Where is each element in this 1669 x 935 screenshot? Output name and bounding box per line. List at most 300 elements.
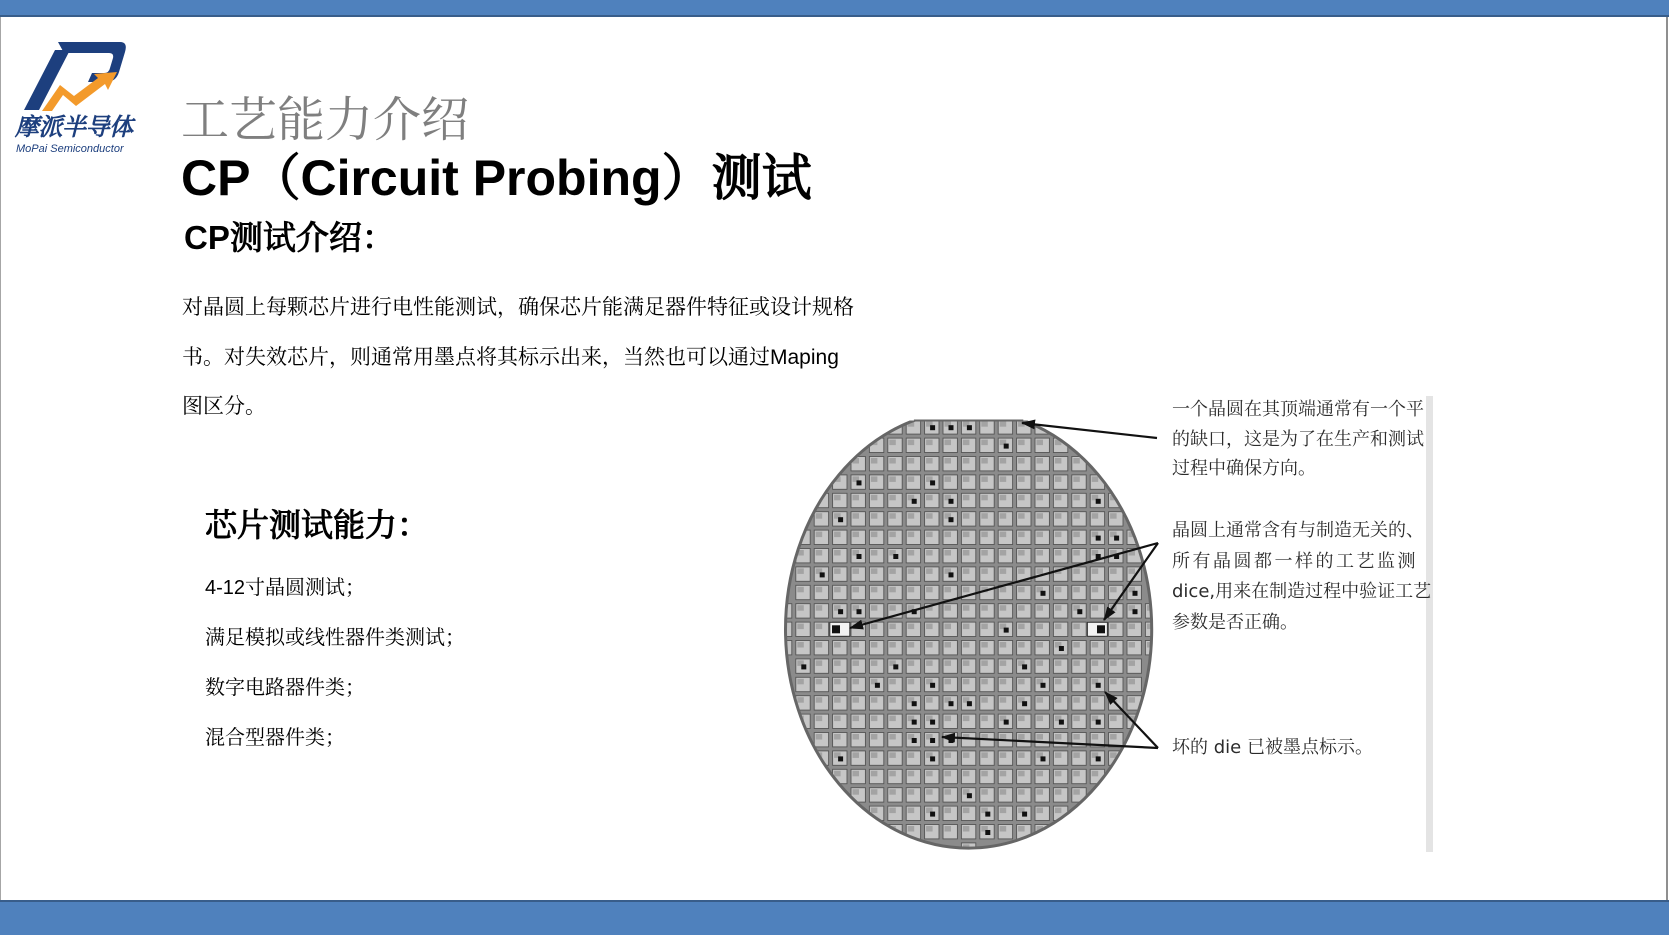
die-pattern (908, 752, 915, 758)
die-pattern (1000, 532, 1007, 538)
intro-line: 图区分。 (182, 395, 266, 418)
die-pattern (1037, 476, 1044, 482)
die-pattern (1055, 550, 1062, 556)
die-pattern (1018, 495, 1025, 501)
ink-dot (838, 517, 843, 522)
annotation-flat (1172, 395, 1424, 484)
ink-dot (912, 738, 917, 743)
ink-dot (1096, 499, 1101, 504)
die-pattern (834, 642, 841, 648)
ink-dot (838, 756, 843, 761)
die-pattern (853, 568, 860, 574)
die-pattern (945, 716, 952, 722)
ink-dot (1041, 683, 1046, 688)
die-pattern (1092, 734, 1099, 740)
die-pattern (1055, 771, 1062, 777)
die-pattern (981, 550, 988, 556)
die-pattern (1000, 660, 1007, 666)
die-pattern (853, 716, 860, 722)
die-pattern (908, 660, 915, 666)
ink-dot (949, 425, 954, 430)
capability-item: 数字电路器件类； (205, 677, 365, 699)
die-pattern (816, 550, 823, 556)
ink-dot (930, 738, 935, 743)
die-pattern (1018, 587, 1025, 593)
die-pattern (963, 513, 970, 519)
die-pattern (871, 660, 878, 666)
process-monitor-die-left (830, 622, 850, 636)
die-pattern (1110, 587, 1117, 593)
die-pattern (853, 495, 860, 501)
ink-dot (949, 517, 954, 522)
die-pattern (871, 568, 878, 574)
die-pattern (1000, 476, 1007, 482)
die-pattern (889, 532, 896, 538)
die-pattern (871, 752, 878, 758)
die-pattern (1055, 808, 1062, 814)
die-pattern (981, 752, 988, 758)
die-pattern (963, 679, 970, 685)
die-pattern (1055, 697, 1062, 703)
die-pattern (908, 789, 915, 795)
die-pattern (945, 642, 952, 648)
die-pattern (1037, 513, 1044, 519)
ink-dot (967, 425, 972, 430)
ink-dot (949, 572, 954, 577)
ink-dot (912, 701, 917, 706)
annotation-line: 晶圆上通常含有与制造无关的、 (1172, 520, 1424, 541)
die-pattern (1129, 624, 1136, 630)
capability-item: 满足模拟或线性器件类测试； (205, 627, 465, 649)
die-pattern (1073, 716, 1080, 722)
die-pattern (926, 513, 933, 519)
die-pattern (1073, 495, 1080, 501)
ink-dot (801, 664, 806, 669)
die-pattern (1018, 624, 1025, 630)
die-pattern (945, 624, 952, 630)
die-pattern (981, 476, 988, 482)
die-pattern (1073, 697, 1080, 703)
ink-dot (967, 793, 972, 798)
die-pattern (908, 679, 915, 685)
die-pattern (926, 624, 933, 630)
die-pattern (871, 771, 878, 777)
die-pattern (908, 440, 915, 446)
die-pattern (889, 752, 896, 758)
die-pattern (1073, 642, 1080, 648)
die-pattern (908, 624, 915, 630)
ink-dot (838, 609, 843, 614)
ink-dot (930, 480, 935, 485)
die-pattern (963, 605, 970, 611)
die-pattern (908, 513, 915, 519)
die-pattern (1000, 568, 1007, 574)
die-pattern (908, 826, 915, 832)
die-pattern (816, 679, 823, 685)
die-pattern (908, 642, 915, 648)
annotation-line: dice,用来在制造过程中验证工艺 (1172, 581, 1432, 602)
ink-dot (930, 812, 935, 817)
die-pattern (908, 476, 915, 482)
intro-line: 对晶圆上每颗芯片进行电性能测试，确保芯片能满足器件特征或设计规格 (182, 296, 854, 319)
die-pattern (889, 642, 896, 648)
die-pattern (797, 642, 804, 648)
die-pattern (816, 697, 823, 703)
annotation-line: 一个晶圆在其顶端通常有一个平 (1172, 399, 1424, 420)
ink-dot (1077, 609, 1082, 614)
die-pattern (1073, 513, 1080, 519)
ink-dot (985, 812, 990, 817)
ink-dot (893, 664, 898, 669)
die-pattern (1000, 421, 1007, 427)
die-pattern (926, 697, 933, 703)
die-pattern (834, 587, 841, 593)
bottom-accent-bar (0, 900, 1669, 935)
die-pattern (853, 642, 860, 648)
die-pattern (1000, 605, 1007, 611)
die-pattern (871, 789, 878, 795)
ink-dot (930, 425, 935, 430)
die-pattern (889, 789, 896, 795)
die-pattern (1000, 808, 1007, 814)
die-pattern (1073, 587, 1080, 593)
die-pattern (1055, 679, 1062, 685)
ink-dot (1133, 591, 1138, 596)
die-pattern (1037, 771, 1044, 777)
die-pattern (908, 458, 915, 464)
die-pattern (1055, 587, 1062, 593)
die-pattern (1037, 697, 1044, 703)
die-pattern (816, 605, 823, 611)
die-pattern (926, 660, 933, 666)
ink-dot (1041, 591, 1046, 596)
die-pattern (981, 716, 988, 722)
ink-dot (1022, 701, 1027, 706)
intro-heading: CP测试介绍： (184, 219, 395, 256)
ink-dot (1096, 536, 1101, 541)
die-pattern (1037, 440, 1044, 446)
die-pattern (1055, 513, 1062, 519)
die-pattern (1018, 734, 1025, 740)
ink-dot (1004, 628, 1009, 633)
ink-dot (967, 701, 972, 706)
die-pattern (981, 568, 988, 574)
die-pattern (963, 568, 970, 574)
die-pattern (871, 495, 878, 501)
die-pattern (797, 587, 804, 593)
logo-p-bowl (58, 42, 126, 82)
die-pattern (871, 587, 878, 593)
die-pattern (1055, 789, 1062, 795)
die-pattern (1073, 679, 1080, 685)
die-pattern (1073, 458, 1080, 464)
die-pattern (871, 458, 878, 464)
die-pattern (797, 624, 804, 630)
die-pattern (1037, 716, 1044, 722)
die-pattern (1018, 789, 1025, 795)
die-pattern (981, 421, 988, 427)
ink-dot (875, 683, 880, 688)
mopai-logo-icon (22, 42, 128, 112)
die-pattern (1018, 826, 1025, 832)
capability-heading: 芯片测试能力： (205, 506, 430, 544)
die-pattern (1073, 789, 1080, 795)
die-pattern (1000, 752, 1007, 758)
die-pattern (816, 660, 823, 666)
ink-dot (930, 683, 935, 688)
die-pattern (981, 771, 988, 777)
die-pattern (926, 789, 933, 795)
die-pattern (1073, 476, 1080, 482)
ink-dot (912, 720, 917, 725)
die-pattern (1055, 476, 1062, 482)
die-pattern (853, 771, 860, 777)
ink-dot (857, 480, 862, 485)
die-pattern (963, 403, 970, 409)
die-pattern (1055, 624, 1062, 630)
die-pattern (1110, 679, 1117, 685)
die-pattern (889, 771, 896, 777)
die-pattern (1092, 605, 1099, 611)
die-pattern (889, 587, 896, 593)
die-pattern (834, 550, 841, 556)
die-pattern (1055, 495, 1062, 501)
die-pattern (1000, 587, 1007, 593)
die-pattern (834, 495, 841, 501)
die-pattern (853, 660, 860, 666)
ink-dot (1041, 756, 1046, 761)
die-pattern (1037, 458, 1044, 464)
ink-dot (1022, 812, 1027, 817)
die-pattern (963, 808, 970, 814)
die-pattern (1018, 458, 1025, 464)
annotation-line: 的缺口，这是为了在生产和测试 (1172, 428, 1424, 450)
die-pattern (945, 458, 952, 464)
die-pattern (871, 605, 878, 611)
die-pattern (889, 808, 896, 814)
die-pattern (1092, 513, 1099, 519)
die-pattern (1037, 789, 1044, 795)
die-pattern (871, 697, 878, 703)
die-pattern (816, 624, 823, 630)
annotation-line: 所有晶圆都一样的工艺监测 (1172, 550, 1418, 572)
die-pattern (926, 826, 933, 832)
die-pattern (1110, 660, 1117, 666)
ink-dot (930, 720, 935, 725)
ink-dot (820, 572, 825, 577)
die-pattern (1073, 550, 1080, 556)
die-pattern (871, 716, 878, 722)
die-pattern (889, 495, 896, 501)
die-pattern (981, 458, 988, 464)
die-pattern (1000, 697, 1007, 703)
die-pattern (963, 550, 970, 556)
die-pattern (834, 568, 841, 574)
die-pattern (853, 752, 860, 758)
capability-item: 4-12寸晶圆测试； (205, 577, 366, 599)
die-pattern (871, 532, 878, 538)
die-pattern (1000, 550, 1007, 556)
die-pattern (945, 587, 952, 593)
die-pattern (1092, 587, 1099, 593)
die-pattern (926, 495, 933, 501)
die-pattern (945, 440, 952, 446)
ink-dot (949, 738, 954, 743)
die-pattern (1055, 532, 1062, 538)
die-pattern (1000, 679, 1007, 685)
die-pattern (1055, 734, 1062, 740)
die-pattern (908, 587, 915, 593)
die-pattern (945, 826, 952, 832)
die-pattern (963, 476, 970, 482)
ink-dot (857, 609, 862, 614)
die-pattern (871, 808, 878, 814)
die-pattern (1037, 808, 1044, 814)
top-accent-bar (0, 0, 1669, 17)
die-pattern (1037, 642, 1044, 648)
die-pattern (963, 771, 970, 777)
die-pattern (1055, 660, 1062, 666)
die-pattern (1110, 734, 1117, 740)
die-pattern (853, 697, 860, 703)
die-pattern (945, 679, 952, 685)
die-pattern (1110, 568, 1117, 574)
die-pattern (1037, 532, 1044, 538)
die-pattern (853, 789, 860, 795)
die-pattern (853, 513, 860, 519)
ink-dot (967, 407, 972, 412)
die-pattern (926, 440, 933, 446)
die-pattern (1000, 458, 1007, 464)
intro-paragraph (182, 283, 854, 432)
die-pattern (889, 605, 896, 611)
die-pattern (908, 532, 915, 538)
die-pattern (981, 660, 988, 666)
die-pattern (945, 789, 952, 795)
die-pattern (963, 458, 970, 464)
die-pattern (981, 697, 988, 703)
annotation-line: 坏的 die 已被墨点标示。 (1172, 737, 1373, 758)
die-pattern (834, 771, 841, 777)
die-pattern (1037, 660, 1044, 666)
die-pattern (1092, 642, 1099, 648)
page-subtitle: CP（Circuit Probing）测试 (181, 150, 812, 206)
die-pattern (926, 568, 933, 574)
die-pattern (926, 532, 933, 538)
die-pattern (1092, 660, 1099, 666)
die-pattern (926, 587, 933, 593)
ink-dot (1114, 536, 1119, 541)
die-pattern (834, 660, 841, 666)
page-title: 工艺能力介绍 (181, 92, 470, 148)
die-pattern (797, 605, 804, 611)
die-pattern (1037, 734, 1044, 740)
die-pattern (1018, 476, 1025, 482)
die-pattern (853, 532, 860, 538)
die-pattern (926, 458, 933, 464)
die-pattern (981, 513, 988, 519)
die-pattern (889, 421, 896, 427)
die-pattern (1110, 716, 1117, 722)
die-pattern (1018, 440, 1025, 446)
die-pattern (1000, 826, 1007, 832)
monitor-die-mark (1097, 625, 1105, 633)
die-pattern (981, 789, 988, 795)
die-pattern (945, 605, 952, 611)
die-pattern (1018, 605, 1025, 611)
ink-dot (1059, 646, 1064, 651)
die-pattern (1092, 697, 1099, 703)
die-pattern (1073, 660, 1080, 666)
die-pattern (797, 679, 804, 685)
die-pattern (889, 568, 896, 574)
intro-line: 书。对失效芯片，则通常用墨点将其标示出来，当然也可以通过Maping (182, 345, 839, 369)
logo-p-stem (24, 50, 70, 110)
die-pattern (963, 660, 970, 666)
die-pattern (779, 605, 786, 611)
die-pattern (981, 624, 988, 630)
die-pattern (1018, 716, 1025, 722)
die-pattern (908, 568, 915, 574)
die-pattern (1000, 789, 1007, 795)
die-pattern (963, 495, 970, 501)
die-pattern (1037, 495, 1044, 501)
die-pattern (981, 495, 988, 501)
die-pattern (945, 752, 952, 758)
die-pattern (908, 808, 915, 814)
monitor-die-mark (832, 625, 840, 633)
capability-list (205, 563, 465, 763)
die-pattern (834, 716, 841, 722)
die-pattern (889, 476, 896, 482)
die-pattern (1018, 568, 1025, 574)
die-pattern (1110, 513, 1117, 519)
die-pattern (981, 642, 988, 648)
die-pattern (834, 532, 841, 538)
wafer-die (961, 401, 975, 415)
die-pattern (1000, 771, 1007, 777)
die-pattern (871, 550, 878, 556)
ink-dot (1133, 609, 1138, 614)
ink-dot (949, 499, 954, 504)
die-pattern (871, 734, 878, 740)
die-pattern (1018, 642, 1025, 648)
die-pattern (963, 532, 970, 538)
die-pattern (1110, 624, 1117, 630)
die-pattern (871, 476, 878, 482)
logo-name-cn: 摩派半导体 (15, 113, 133, 141)
annotation-process-monitor (1172, 516, 1431, 638)
die-pattern (1092, 476, 1099, 482)
ink-dot (949, 701, 954, 706)
die-pattern (1018, 532, 1025, 538)
die-pattern (871, 642, 878, 648)
die-pattern (871, 624, 878, 630)
die-pattern (1129, 660, 1136, 666)
die-pattern (908, 771, 915, 777)
die-pattern (797, 697, 804, 703)
die-pattern (1018, 771, 1025, 777)
die-pattern (1073, 568, 1080, 574)
die-pattern (1073, 532, 1080, 538)
ink-dot (1022, 664, 1027, 669)
die-pattern (963, 587, 970, 593)
die-pattern (889, 458, 896, 464)
die-pattern (816, 642, 823, 648)
die-pattern (1018, 752, 1025, 758)
die-pattern (1073, 752, 1080, 758)
ink-dot (985, 830, 990, 835)
